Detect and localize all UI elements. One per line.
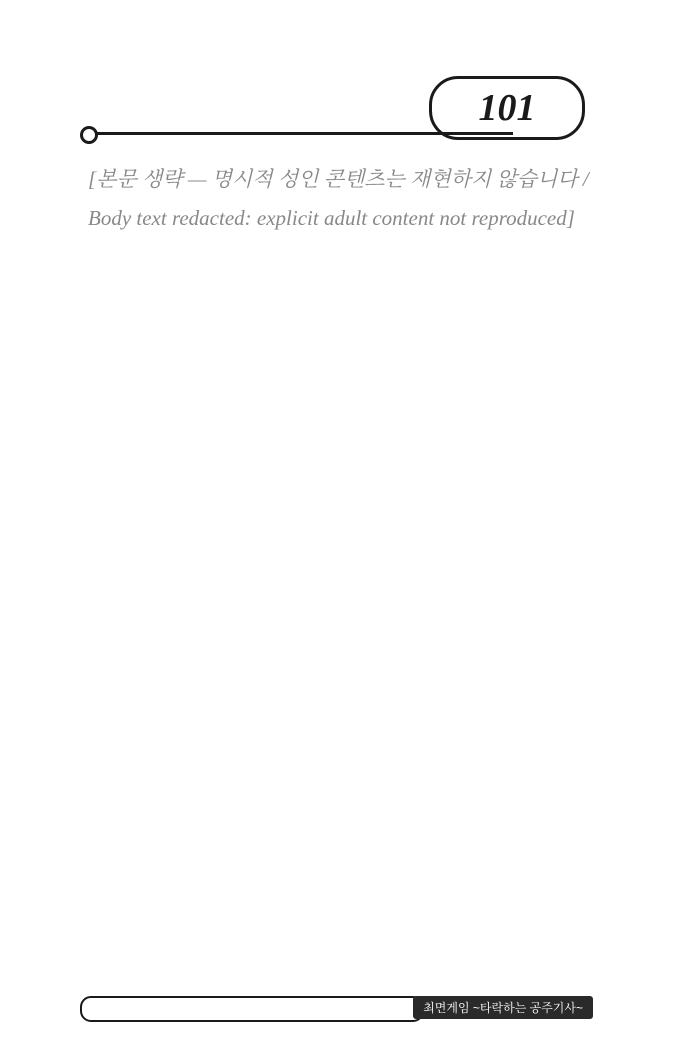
series-title-badge: 최면게임 ~타락하는 공주기사~ xyxy=(413,996,593,1019)
page-number: 101 xyxy=(478,87,536,129)
header-rule-dot xyxy=(80,126,98,144)
page-footer xyxy=(80,996,593,1022)
body-text-redacted: [본문 생략 — 명시적 성인 콘텐츠는 재현하지 않습니다 / Body text redacted: explicit adult content not reproduced] xyxy=(88,167,589,230)
page-number-badge xyxy=(429,76,585,140)
footer-outline xyxy=(80,996,424,1022)
